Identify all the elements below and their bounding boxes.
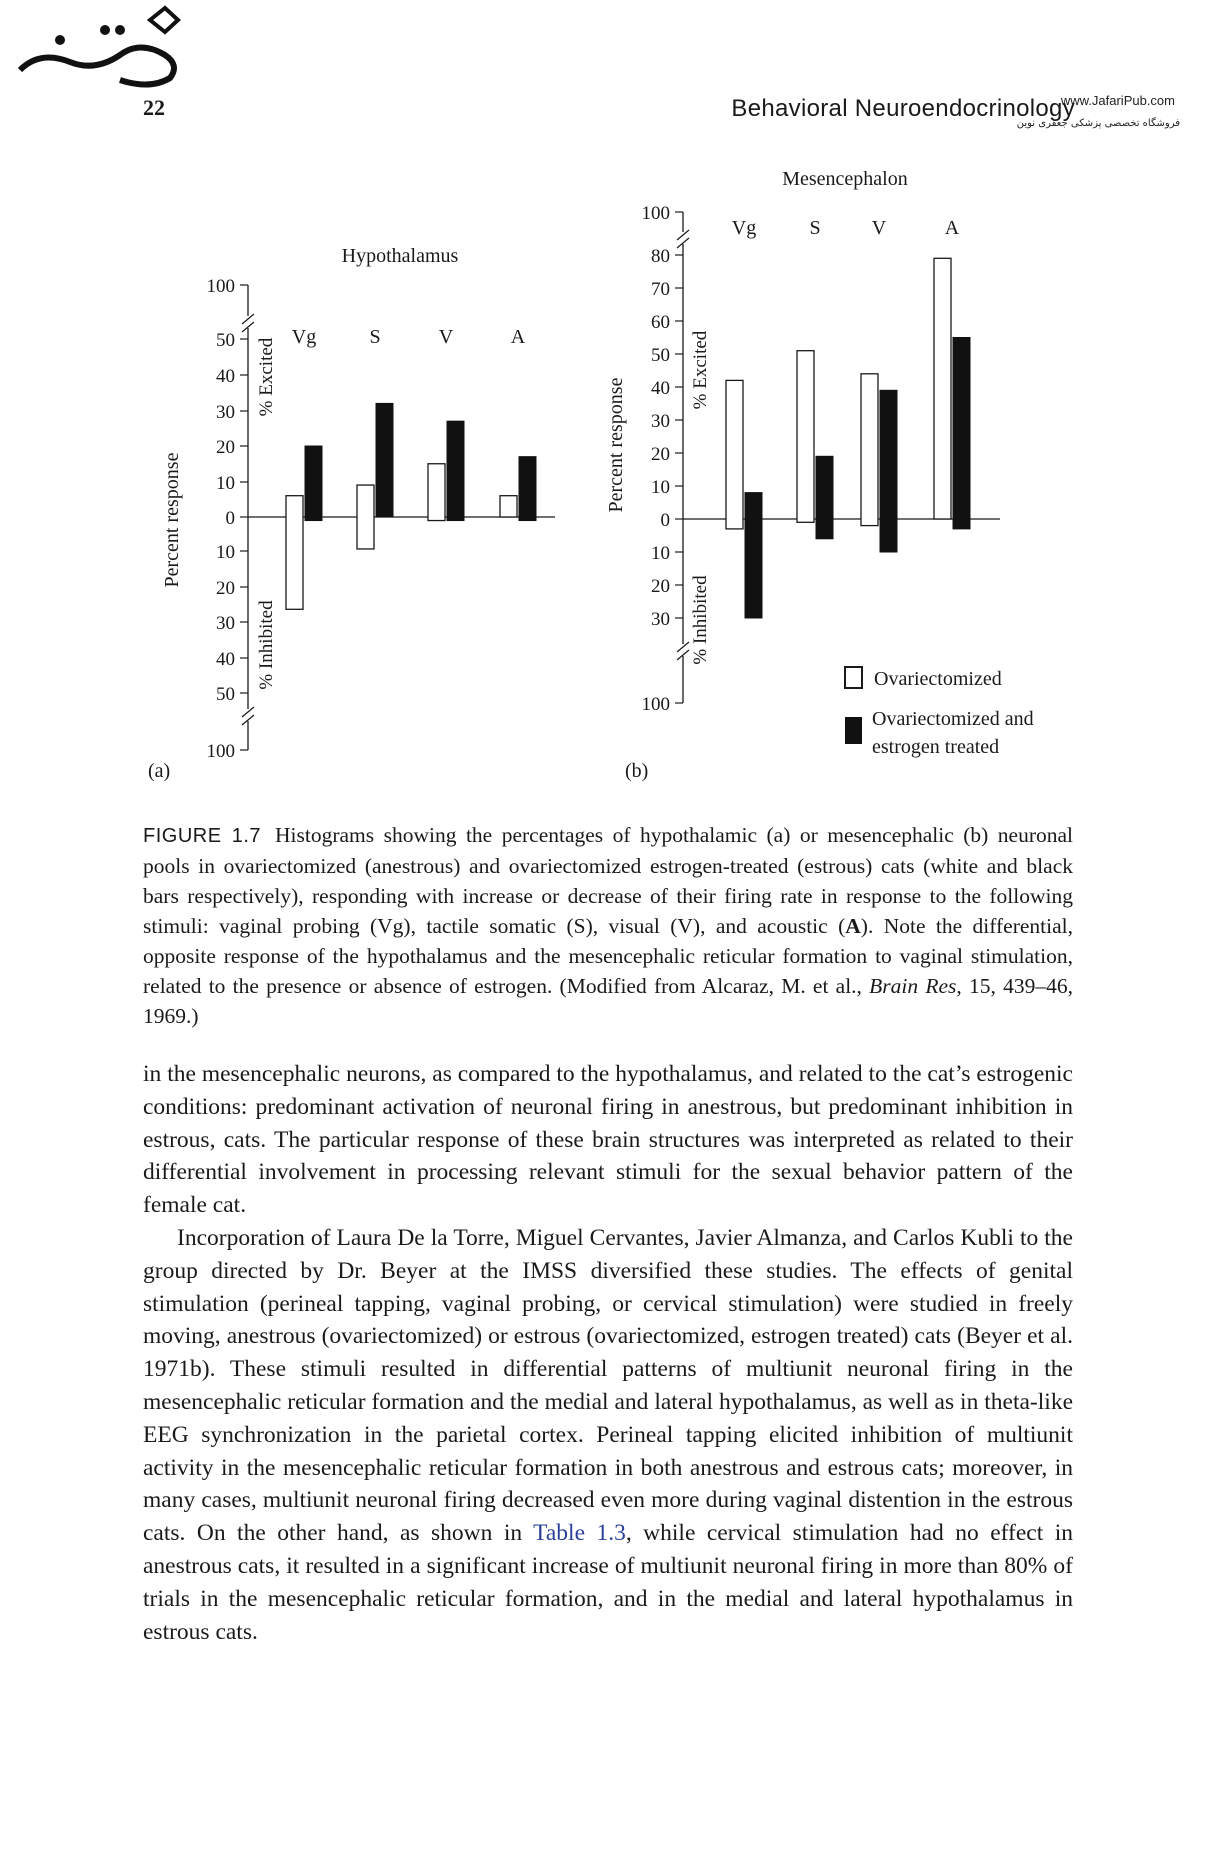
chart-hypothalamus bbox=[148, 245, 555, 782]
legend bbox=[845, 667, 1034, 758]
legend-label-black-1: Ovariectomized and bbox=[872, 708, 1034, 730]
y-tick-label: 40 bbox=[651, 378, 670, 399]
y-tick-label: 100 bbox=[206, 741, 235, 762]
y-tick-label: 10 bbox=[216, 542, 235, 563]
paragraph-2-text-b: , while cervical stimulation had no effect in anestrous cats, it resulted in a significant increase of multiunit neuronal firing in more than 80% of trials in the mesencephalic reticular formation, and in the medial and lateral hypothalamus in estrous cats. bbox=[143, 1520, 1073, 1645]
y-tick-label: 100 bbox=[641, 203, 670, 224]
y-tick-label: 100 bbox=[641, 694, 670, 715]
y-tick-label: 0 bbox=[225, 508, 235, 529]
y-tick-label: 60 bbox=[651, 312, 670, 333]
y-axis-label: Percent response bbox=[605, 377, 627, 513]
chart-title: Hypothalamus bbox=[341, 245, 459, 267]
bar-estrogen-treated bbox=[519, 457, 536, 521]
bar-ovariectomized bbox=[726, 380, 743, 529]
bar-ovariectomized bbox=[861, 374, 878, 526]
caption-bold-a: A bbox=[845, 914, 861, 938]
y-tick-label: 80 bbox=[651, 246, 670, 267]
category-label: A bbox=[510, 326, 526, 348]
caption-journal: Brain Res bbox=[869, 974, 957, 998]
bar-ovariectomized bbox=[357, 485, 374, 549]
category-label: S bbox=[369, 326, 381, 348]
bar-estrogen-treated bbox=[880, 390, 897, 552]
y-tick-label: 20 bbox=[216, 578, 235, 599]
y-tick-label: 40 bbox=[216, 649, 235, 670]
figure-caption bbox=[143, 820, 1073, 1031]
bar-estrogen-treated bbox=[745, 493, 762, 618]
caption-citation-end: , 15, 439–46, 1969.) bbox=[143, 974, 1073, 1028]
bar-ovariectomized bbox=[286, 496, 303, 610]
paragraph-2 bbox=[143, 1222, 1073, 1648]
running-title: Behavioral Neuroendocrinology bbox=[731, 95, 1075, 122]
legend-swatch-white bbox=[845, 667, 862, 688]
inhibited-axis-label: % Inhibited bbox=[256, 600, 277, 690]
y-tick-label: 30 bbox=[651, 411, 670, 432]
y-tick-label: 20 bbox=[216, 437, 235, 458]
y-tick-label: 100 bbox=[206, 276, 235, 297]
inhibited-axis-label: % Inhibited bbox=[690, 575, 711, 665]
category-label: S bbox=[809, 217, 821, 239]
excited-axis-label: % Excited bbox=[690, 330, 711, 410]
y-tick-label: 50 bbox=[216, 330, 235, 351]
y-tick-label: 20 bbox=[651, 576, 670, 597]
category-label: V bbox=[438, 326, 454, 348]
y-axis-label: Percent response bbox=[161, 452, 183, 588]
legend-label-white: Ovariectomized bbox=[874, 668, 1002, 690]
paragraph-2-text-a: Incorporation of Laura De la Torre, Miguel Cervantes, Javier Almanza, and Carlos Kubli to the group directed by Dr. Beyer at the IMSS diversified these studies. The effects of genital stimulation (perineal tapping, vaginal probing, or cervical stimulation) were studied in freely moving, anestrous (ovariectomized) or estrous (ovariectomized, estrogen treated) cats (Beyer et al. 1971b). These stimuli resulted in differential patterns of multiunit neuronal firing in the mesencephalic reticular formation and the medial and lateral hypothalamus, as well as in theta-like EEG synchronization in the parietal cortex. Perineal tapping elicited inhibition of multiunit activity in the mesencephalic reticular formation in both anestrous and estrous cats; moreover, in many cases, multiunit neuronal firing decreased even more during vaginal distention in the estrous cats. On the other hand, as shown in bbox=[143, 1224, 1073, 1547]
y-tick-label: 10 bbox=[216, 473, 235, 494]
bar-estrogen-treated bbox=[447, 421, 464, 520]
figure-1-7 bbox=[0, 0, 1225, 800]
category-label: Vg bbox=[731, 217, 757, 239]
legend-swatch-black bbox=[845, 717, 862, 744]
y-tick-label: 20 bbox=[651, 444, 670, 465]
bar-ovariectomized bbox=[428, 464, 445, 521]
y-tick-label: 50 bbox=[651, 345, 670, 366]
category-label: Vg bbox=[291, 326, 317, 348]
bar-ovariectomized bbox=[500, 496, 517, 517]
watermark-url: www.JafariPub.com bbox=[1060, 93, 1175, 108]
page-number: 22 bbox=[143, 95, 165, 120]
bar-ovariectomized bbox=[797, 351, 814, 523]
y-tick-label: 30 bbox=[216, 613, 235, 634]
y-tick-label: 70 bbox=[651, 279, 670, 300]
chart-title: Mesencephalon bbox=[782, 168, 908, 190]
y-tick-label: 10 bbox=[651, 477, 670, 498]
category-label: V bbox=[871, 217, 887, 239]
y-tick-label: 40 bbox=[216, 366, 235, 387]
paragraph-1: in the mesencephalic neurons, as compared to the hypothalamus, and related to the cat’s estrogenic conditions: predominant activation of neuronal firing in anestrous, but predominant inhibition in estrous, cats. The particular response of these brain structures was interpreted as related to their differential involvement in processing relevant stimuli for the sexual behavior pattern of the female cat. bbox=[143, 1061, 1073, 1219]
y-tick-label: 50 bbox=[216, 684, 235, 705]
y-tick-label: 30 bbox=[216, 402, 235, 423]
table-1-3-link[interactable]: Table 1.3 bbox=[533, 1520, 626, 1547]
bar-ovariectomized bbox=[934, 258, 951, 519]
watermark-tagline: فروشگاه تخصصی پزشکی جعفری نوین bbox=[1016, 118, 1180, 129]
caption-label: FIGURE 1.7 bbox=[143, 825, 262, 847]
body-text bbox=[143, 1058, 1073, 1648]
bar-estrogen-treated bbox=[305, 446, 322, 521]
panel-label: (b) bbox=[625, 760, 649, 782]
category-label: A bbox=[944, 217, 960, 239]
y-tick-label: 10 bbox=[651, 543, 670, 564]
caption-text-1: Histograms showing the percentages of hypothalamic (a) or mesencephalic (b) neuronal pools in ovariectomized (anestrous) and ovariectomized estrogen-treated (estrous) cats (white and black bars respectively), responding with increase or decrease of their firing rate in response to the following stimuli: vaginal probing (Vg), tactile somatic (S), visual (V), and acoustic ( bbox=[143, 823, 1073, 938]
y-tick-label: 30 bbox=[651, 609, 670, 630]
bar-estrogen-treated bbox=[376, 403, 393, 517]
legend-label-black-2: estrogen treated bbox=[872, 736, 1000, 758]
bar-estrogen-treated bbox=[953, 338, 970, 529]
caption-text-2: ). Note the differential, opposite response of the hypothalamus and the mesencephalic reticular formation to vaginal stimulation, related to the presence or absence of estrogen. (Modified from Alcaraz, M. et al., bbox=[143, 914, 1073, 998]
excited-axis-label: % Excited bbox=[256, 337, 277, 417]
y-tick-label: 0 bbox=[660, 510, 670, 531]
bar-estrogen-treated bbox=[816, 456, 833, 539]
panel-label: (a) bbox=[148, 760, 171, 782]
